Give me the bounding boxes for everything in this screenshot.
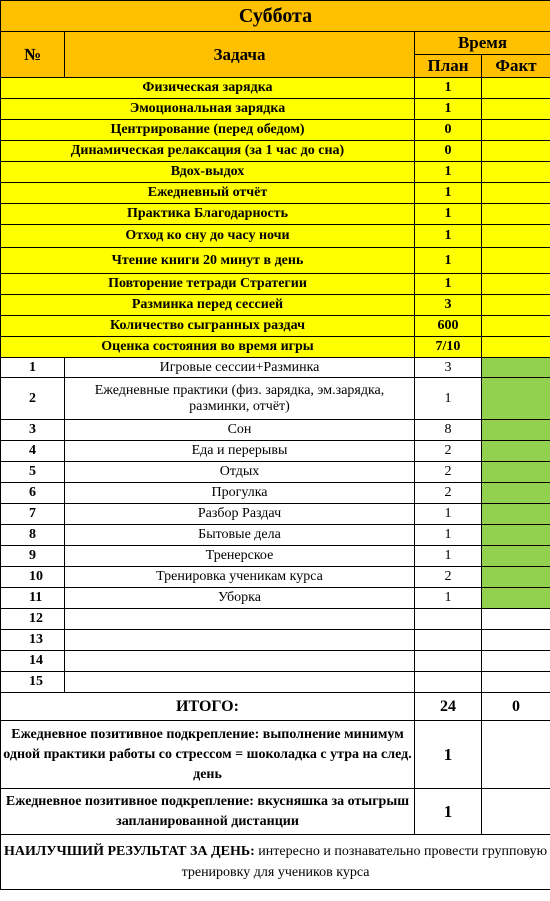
task-label (65, 630, 415, 651)
task-row (1, 588, 550, 609)
task-label: Уборка (65, 588, 415, 609)
practice-plan: 1 (415, 183, 482, 204)
task-fact[interactable] (482, 651, 550, 672)
task-fact[interactable] (482, 462, 550, 483)
task-plan (415, 630, 482, 651)
task-plan (415, 651, 482, 672)
header-task: Задача (65, 32, 415, 78)
task-number: 10 (1, 567, 65, 588)
header-plan: План (415, 55, 482, 78)
task-label: Бытовые дела (65, 525, 415, 546)
task-plan (415, 672, 482, 693)
practice-label: Центрирование (перед обедом) (1, 120, 415, 141)
header-time: Время (415, 32, 550, 55)
task-row (1, 441, 550, 462)
task-label: Еда и перерывы (65, 441, 415, 462)
task-label: Отдых (65, 462, 415, 483)
task-fact[interactable] (482, 378, 550, 420)
practice-plan: 0 (415, 141, 482, 162)
task-plan: 1 (415, 504, 482, 525)
best-result (1, 835, 550, 890)
task-plan: 2 (415, 441, 482, 462)
task-number: 7 (1, 504, 65, 525)
task-plan: 3 (415, 358, 482, 378)
practice-label: Физическая зарядка (1, 78, 415, 99)
practice-row (1, 78, 550, 99)
task-label: Ежедневные практики (физ. зарядка, эм.зарядка, разминки, отчёт) (65, 378, 415, 420)
practice-fact[interactable] (482, 204, 550, 225)
reinforcement-value: 1 (415, 789, 482, 835)
practice-fact[interactable] (482, 162, 550, 183)
best-result-text: интересно и познавательно провести групповую тренировку для учеников курса (181, 844, 548, 880)
reinforcement-row (1, 789, 550, 835)
practice-label: Динамическая релаксация (за 1 час до сна) (1, 141, 415, 162)
task-fact[interactable] (482, 546, 550, 567)
task-number: 8 (1, 525, 65, 546)
practice-label: Разминка перед сессией (1, 295, 415, 316)
task-number: 2 (1, 378, 65, 420)
practice-fact[interactable] (482, 295, 550, 316)
task-fact[interactable] (482, 609, 550, 630)
task-fact[interactable] (482, 483, 550, 504)
practice-label: Ежедневный отчёт (1, 183, 415, 204)
task-plan: 2 (415, 462, 482, 483)
practice-row (1, 248, 550, 274)
practice-plan: 1 (415, 274, 482, 295)
task-label (65, 609, 415, 630)
task-fact[interactable] (482, 504, 550, 525)
task-number: 13 (1, 630, 65, 651)
task-plan: 1 (415, 525, 482, 546)
practice-plan: 1 (415, 162, 482, 183)
practice-row (1, 99, 550, 120)
task-number: 11 (1, 588, 65, 609)
task-row (1, 546, 550, 567)
task-number: 9 (1, 546, 65, 567)
practice-fact[interactable] (482, 78, 550, 99)
reinforcement-text: Ежедневное позитивное подкрепление: вкусняшка за отыгрыш запланированной дистанции (1, 789, 415, 835)
reinforcement-fact[interactable] (482, 721, 550, 789)
task-row (1, 504, 550, 525)
task-row (1, 483, 550, 504)
reinforcement-fact[interactable] (482, 789, 550, 835)
practice-fact[interactable] (482, 99, 550, 120)
practice-row (1, 183, 550, 204)
task-label: Игровые сессии+Разминка (65, 358, 415, 378)
practice-row (1, 316, 550, 337)
task-number: 14 (1, 651, 65, 672)
practice-plan: 1 (415, 204, 482, 225)
reinforcement-text: Ежедневное позитивное подкрепление: выполнение минимум одной практики работы со стрессом = шоколадка с утра на след. день (1, 721, 415, 789)
task-fact[interactable] (482, 441, 550, 462)
practice-label: Вдох-выдох (1, 162, 415, 183)
task-row (1, 358, 550, 378)
task-fact[interactable] (482, 525, 550, 546)
practice-label: Количество сыгранных раздач (1, 316, 415, 337)
practice-row (1, 120, 550, 141)
task-number: 15 (1, 672, 65, 693)
task-plan: 1 (415, 378, 482, 420)
practice-label: Чтение книги 20 минут в день (1, 248, 415, 274)
task-row (1, 651, 550, 672)
practice-fact[interactable] (482, 337, 550, 358)
best-result-row (1, 835, 550, 890)
header-fact: Факт (482, 55, 550, 78)
practice-fact[interactable] (482, 316, 550, 337)
task-number: 6 (1, 483, 65, 504)
practice-plan: 7/10 (415, 337, 482, 358)
task-label: Прогулка (65, 483, 415, 504)
practice-label: Практика Благодарность (1, 204, 415, 225)
task-label (65, 672, 415, 693)
task-plan: 1 (415, 588, 482, 609)
practice-fact[interactable] (482, 274, 550, 295)
practice-plan: 1 (415, 225, 482, 248)
practice-plan: 0 (415, 120, 482, 141)
practice-label: Повторение тетради Стратегии (1, 274, 415, 295)
practice-plan: 1 (415, 248, 482, 274)
task-row (1, 567, 550, 588)
practice-row (1, 295, 550, 316)
practice-row (1, 274, 550, 295)
practice-row (1, 225, 550, 248)
task-plan: 2 (415, 567, 482, 588)
practice-plan: 1 (415, 78, 482, 99)
task-plan: 2 (415, 483, 482, 504)
task-fact[interactable] (482, 588, 550, 609)
task-label: Сон (65, 420, 415, 441)
task-fact[interactable] (482, 630, 550, 651)
task-row (1, 672, 550, 693)
task-row (1, 609, 550, 630)
day-title: Суббота (1, 1, 550, 32)
total-plan: 24 (415, 693, 482, 721)
practice-plan: 600 (415, 316, 482, 337)
best-result-label: НАИЛУЧШИЙ РЕЗУЛЬТАТ ЗА ДЕНЬ: (3, 844, 255, 859)
task-fact[interactable] (482, 567, 550, 588)
task-label: Тренировка ученикам курса (65, 567, 415, 588)
practice-label: Оценка состояния во время игры (1, 337, 415, 358)
practice-row (1, 162, 550, 183)
practice-fact[interactable] (482, 248, 550, 274)
total-label: ИТОГО: (1, 693, 415, 721)
task-row (1, 420, 550, 441)
task-fact[interactable] (482, 358, 550, 378)
task-fact[interactable] (482, 420, 550, 441)
task-label: Разбор Раздач (65, 504, 415, 525)
task-plan: 1 (415, 546, 482, 567)
task-number: 4 (1, 441, 65, 462)
task-label (65, 651, 415, 672)
task-row (1, 378, 550, 420)
task-row (1, 462, 550, 483)
practice-label: Эмоциональная зарядка (1, 99, 415, 120)
practice-fact[interactable] (482, 120, 550, 141)
task-number: 1 (1, 358, 65, 378)
task-plan (415, 609, 482, 630)
practice-row (1, 141, 550, 162)
practice-row (1, 337, 550, 358)
header-num: № (1, 32, 65, 78)
total-row (1, 693, 550, 721)
total-fact: 0 (482, 693, 550, 721)
task-fact[interactable] (482, 672, 550, 693)
practice-fact[interactable] (482, 225, 550, 248)
task-plan: 8 (415, 420, 482, 441)
practice-fact[interactable] (482, 183, 550, 204)
practice-fact[interactable] (482, 141, 550, 162)
practice-label: Отход ко сну до часу ночи (1, 225, 415, 248)
practice-plan: 3 (415, 295, 482, 316)
task-number: 5 (1, 462, 65, 483)
reinforcement-value: 1 (415, 721, 482, 789)
task-number: 12 (1, 609, 65, 630)
task-row (1, 525, 550, 546)
task-row (1, 630, 550, 651)
task-number: 3 (1, 420, 65, 441)
practice-row (1, 204, 550, 225)
practice-plan: 1 (415, 99, 482, 120)
reinforcement-row (1, 721, 550, 789)
task-label: Тренерское (65, 546, 415, 567)
